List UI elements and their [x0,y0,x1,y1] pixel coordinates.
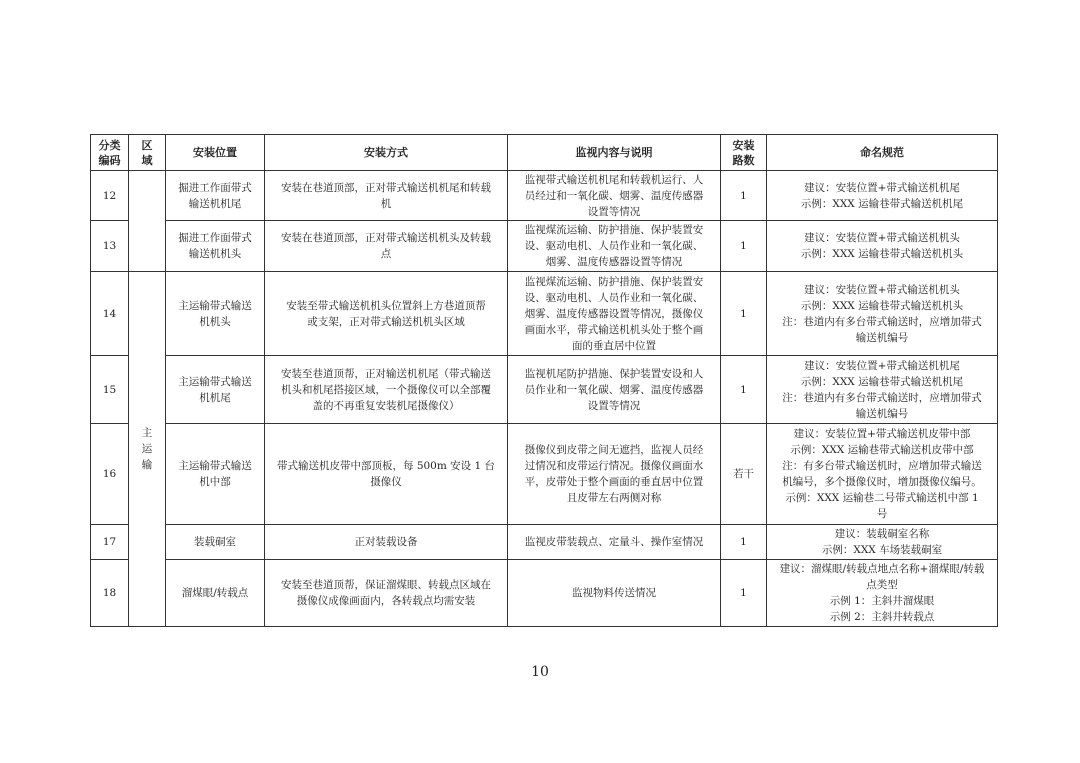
cell-naming: 建议：安装位置+带式输送机机尾 示例：XXX 运输巷带式输送机机尾 注：巷道内有多台带式输送时，应增加带式 输送机编号 [767,356,998,424]
cell-method: 安装至带式输送机机头位置斜上方巷道顶帮 或支架，正对带式输送机机头区域 [265,272,508,356]
cell-method: 安装至巷道顶帮，正对输送机机尾（带式输送 机头和机尾搭接区域，一个摄像仪可以全部覆 盖的不再重复安装机尾摄像仪） [265,356,508,424]
table-row [91,560,998,627]
cell-location: 主运输带式输送 机机尾 [166,356,265,424]
cell-content: 摄像仪到皮带之间无遮挡，监视人员经 过情况和皮带运行情况。摄像仪画面水 平，皮带处于整个画面的垂直居中位置 且皮带左右两侧对称 [508,424,721,525]
cell-area-empty [129,171,166,272]
table-row [91,171,998,221]
cell-location: 主运输带式输送 机中部 [166,424,265,525]
cell-count: 1 [721,272,767,356]
cell-content: 监视机尾防护措施、保护装置安设和人 员作业和一氧化碳、烟雾、温度传感器 设置等情况 [508,356,721,424]
cell-method: 安装至巷道顶帮，保证溜煤眼、转载点区域在 摄像仪成像画面内，各转载点均需安装 [265,560,508,627]
cell-area-main-transport: 主 运 输 [129,272,166,627]
cell-count: 1 [721,221,767,272]
cell-code: 18 [91,560,129,627]
cell-naming: 建议：安装位置+带式输送机机头 示例：XXX 运输巷带式输送机机头 注：巷道内有多台带式输送时，应增加带式 输送机编号 [767,272,998,356]
cell-location: 主运输带式输送 机机头 [166,272,265,356]
cell-code: 12 [91,171,129,221]
cell-method: 安装在巷道顶部，正对带式输送机机尾和转载 机 [265,171,508,221]
cell-naming: 建议：安装位置+带式输送机皮带中部 示例：XXX 运输巷带式输送机皮带中部 注：有多台带式输送机时，应增加带式输送 机编号，多个摄像仪时，增加摄像仪编号。 示例：XXX 运输巷二号带式输送机中部 1 号 [767,424,998,525]
header-method: 安装方式 [265,135,508,171]
table-row [91,221,998,272]
cell-method: 带式输送机皮带中部顶板，每 500m 安设 1 台 摄像仪 [265,424,508,525]
cell-content: 监视皮带装载点、定量斗、操作室情况 [508,525,721,560]
table-row [91,272,998,356]
cell-code: 14 [91,272,129,356]
cell-code: 17 [91,525,129,560]
cell-count: 1 [721,171,767,221]
cell-location: 掘进工作面带式 输送机机尾 [166,171,265,221]
cell-location: 装载硐室 [166,525,265,560]
cell-method: 正对装载设备 [265,525,508,560]
camera-installation-table [90,134,998,627]
cell-naming: 建议：安装位置+带式输送机机头 示例：XXX 运输巷带式输送机机头 [767,221,998,272]
cell-naming: 建议：装载硐室名称 示例：XXX 车场装载硐室 [767,525,998,560]
cell-location: 溜煤眼/转载点 [166,560,265,627]
cell-content: 监视煤流运输、防护措施、保护装置安 设、驱动电机、人员作业和一氧化碳、 烟雾、温度传感器设置等情况 [508,221,721,272]
cell-count: 1 [721,560,767,627]
cell-naming: 建议：安装位置+带式输送机机尾 示例：XXX 运输巷带式输送机机尾 [767,171,998,221]
cell-method: 安装在巷道顶部，正对带式输送机机头及转载 点 [265,221,508,272]
cell-code: 13 [91,221,129,272]
header-count: 安装 路数 [721,135,767,171]
cell-content: 监视带式输送机机尾和转载机运行、人 员经过和一氧化碳、烟雾、温度传感器 设置等情况 [508,171,721,221]
cell-content: 监视物料传送情况 [508,560,721,627]
cell-content: 监视煤流运输、防护措施、保护装置安 设、驱动电机、人员作业和一氧化碳、 烟雾、温度传感器设置等情况，摄像仪 画面水平，带式输送机机头处于整个画 面的垂直居中位置 [508,272,721,356]
header-area: 区 域 [129,135,166,171]
page-number: 10 [531,664,549,680]
cell-count: 1 [721,525,767,560]
table-row [91,424,998,525]
cell-code: 16 [91,424,129,525]
header-content: 监视内容与说明 [508,135,721,171]
table-row [91,356,998,424]
header-code: 分类 编码 [91,135,129,171]
cell-naming: 建议：溜煤眼/转载点地点名称+溜煤眼/转载 点类型 示例 1：主斜井溜煤眼 示例 2：主斜井转载点 [767,560,998,627]
table-header-row [91,135,998,171]
table-row [91,525,998,560]
cell-count: 1 [721,356,767,424]
header-location: 安装位置 [166,135,265,171]
cell-count: 若干 [721,424,767,525]
cell-location: 掘进工作面带式 输送机机头 [166,221,265,272]
cell-code: 15 [91,356,129,424]
header-naming: 命名规范 [767,135,998,171]
